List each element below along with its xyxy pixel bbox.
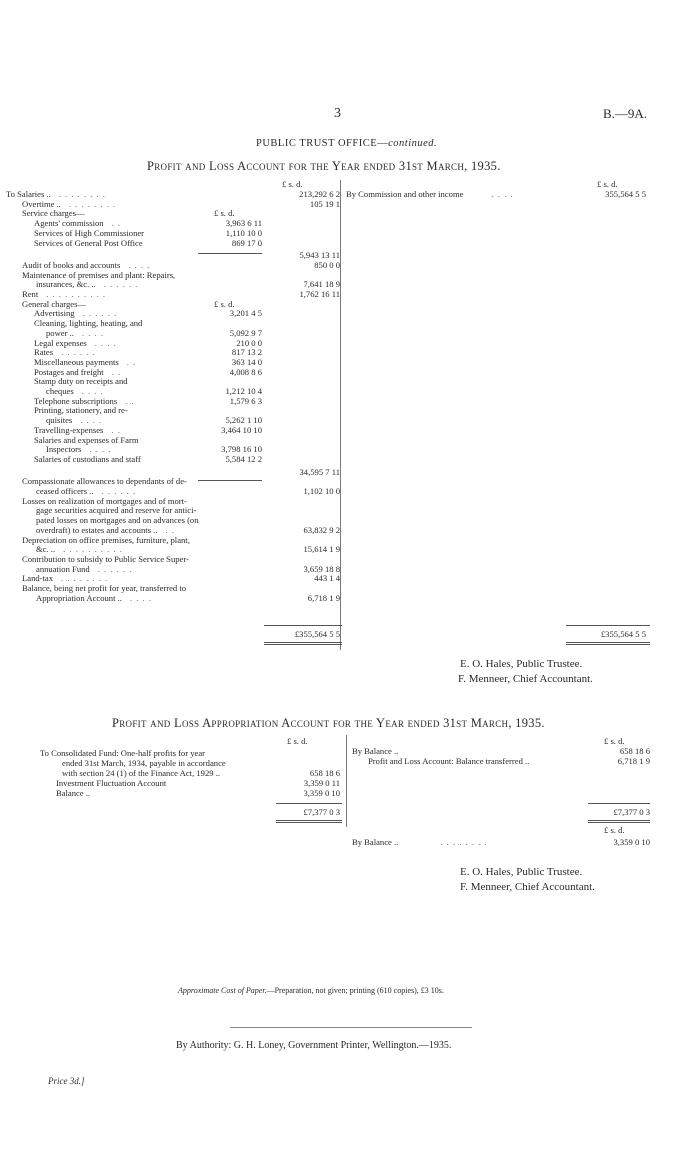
pl-left-row-dots: . . xyxy=(165,524,175,535)
pl-left-row-dots: . . xyxy=(111,218,122,229)
pl-left-outer-amount: 6,718 1 9 xyxy=(307,592,340,603)
app-signature-accountant: F. Menneer, Chief Accountant. xyxy=(460,881,595,893)
pl-left-row-text: Inspectors xyxy=(46,444,82,455)
pl-left-total: £355,564 5 5 xyxy=(294,629,340,639)
app-left-total-double-rule xyxy=(276,820,342,823)
pl-left-row-dots: . . . . xyxy=(80,415,103,426)
pl-left-inner-amount: 5,092 9 7 xyxy=(229,327,262,338)
pl-left-row-text: Land-tax xyxy=(22,573,54,584)
app-left-line-2: ended 31st March, 1934, payable in accordance xyxy=(62,758,226,768)
pl-left-outer-amount: 1,762 16 11 xyxy=(299,289,340,299)
pl-left-row-text: Losses on realization of mortgages and of mort- xyxy=(22,495,187,506)
pl-signature-trustee: E. O. Hales, Public Trustee. xyxy=(460,658,583,670)
pl-left-outer-amount: 1,102 10 0 xyxy=(303,486,340,496)
office-title-continued: continued. xyxy=(388,138,438,149)
pl-right-total-double-rule xyxy=(566,642,650,645)
pl-left-row-dots: . . . . . . xyxy=(103,279,139,290)
pl-left-row-text: Travelling-expenses xyxy=(34,424,104,435)
pl-center-divider xyxy=(340,180,341,650)
app-right-pl-transfer: Profit and Loss Account: Balance transferred .. xyxy=(368,756,530,766)
pl-left-row-text: Appropriation Account .. xyxy=(36,592,122,603)
pl-left-inner-amount: 817 13 2 xyxy=(231,347,262,358)
cost-of-paper-text: —Preparation, not given; printing (610 copies), £3 10s. xyxy=(266,986,444,995)
pl-right-income-dots: . . . . xyxy=(491,189,514,199)
app-left-total-rule xyxy=(276,803,342,804)
pl-left-row-text: Legal expenses xyxy=(34,337,87,348)
pl-left-currency-header: £ s. d. xyxy=(282,179,303,189)
pl-left-row-text: Stamp duty on receipts and xyxy=(34,376,128,387)
pl-left-row-text: Printing, stationery, and re- xyxy=(34,405,128,416)
cost-of-paper-note xyxy=(178,986,444,995)
app-right-closing-dots: . . . . . . . . xyxy=(440,837,488,847)
pl-left-row-dots: . . . . . . . . xyxy=(68,198,117,209)
app-left-amount-1: 658 18 6 xyxy=(309,768,340,778)
pl-left-row-dots: . . . . xyxy=(129,592,152,603)
pl-left-total-rule xyxy=(264,625,342,626)
pl-left-inner-amount: 1,579 6 3 xyxy=(229,395,262,406)
app-right-by-balance-amount: 658 18 6 xyxy=(619,746,650,756)
pl-left-outer-amount: 15,614 1 9 xyxy=(303,544,340,555)
pl-left-row-dots: . . . . . . . . . . xyxy=(63,544,123,555)
pl-left-row-dots: . . . . xyxy=(94,337,117,348)
pl-left-inner-amount: 5,584 12 2 xyxy=(225,453,262,464)
pl-left-row-dots: . . xyxy=(125,395,135,406)
pl-left-row-text: cheques xyxy=(46,386,74,396)
pl-left-inner-amount: 3,201 4 5 xyxy=(229,308,262,319)
pl-left-inner-amount: 363 14 0 xyxy=(231,356,262,367)
pl-left-row-text: Compassionate allowances to dependants of de- xyxy=(22,476,187,487)
app-right-by-balance: By Balance .. xyxy=(352,746,399,756)
app-left-amount-3: 3,359 0 10 xyxy=(303,788,340,798)
pl-left-row-dots: . . . . . . . . xyxy=(58,189,106,199)
pl-left-row-text: pated losses on mortgages and on advances (on xyxy=(36,515,199,526)
app-left-line-1: To Consolidated Fund: One-half profits for year xyxy=(40,748,206,758)
pl-left-row-text: quisites xyxy=(46,415,73,426)
app-right-total-rule xyxy=(588,803,650,804)
pl-left-row-text: Salaries of custodians and staff xyxy=(34,453,141,464)
pl-right-income-amount: 355,564 5 5 xyxy=(605,189,646,199)
pl-left-row-text: ceased officers .. xyxy=(36,486,94,496)
pl-general-subtotal-rule xyxy=(198,480,262,481)
app-right-total: £7,377 0 3 xyxy=(613,807,650,817)
pl-left-row-dots: . . . . . . . . xyxy=(61,573,109,584)
app-left-line-4: Investment Fluctuation Account xyxy=(56,778,167,788)
pl-left-row-text: Maintenance of premises and plant: Repairs, xyxy=(22,269,176,280)
pl-left-row-text: Rates xyxy=(34,347,54,358)
pl-left-outer-amount: 63,832 9 2 xyxy=(303,524,340,535)
app-center-divider xyxy=(346,735,347,827)
pl-left-row-text: insurances, &c. .. xyxy=(36,279,96,290)
authority-line: By Authority: G. H. Loney, Government Printer, Wellington.—1935. xyxy=(176,1040,452,1051)
document-reference: B.—9A. xyxy=(603,106,648,121)
pl-left-row-text: Service charges— xyxy=(22,208,85,219)
pl-left-row-text: Overtime .. xyxy=(22,198,61,209)
pl-left-row-dots: . . . . xyxy=(81,386,104,396)
pl-left-row-dots: . . xyxy=(111,424,121,435)
pl-left-row-dots: . . . . xyxy=(128,259,151,270)
app-left-line-5: Balance .. xyxy=(56,788,91,798)
pl-left-row-text: overdraft) to estates and accounts .. xyxy=(36,524,158,535)
pl-service-subtotal-rule xyxy=(198,253,262,254)
pl-left-outer-amount: 213,292 6 2 xyxy=(299,189,340,199)
pl-left-inner-amount: 3,464 10 10 xyxy=(221,424,262,435)
pl-left-row-text: Audit of books and accounts xyxy=(22,259,121,270)
pl-left-row-text: Cleaning, lighting, heating, and xyxy=(34,318,143,329)
pl-right-income-text: By Commission and other income xyxy=(346,189,464,199)
pl-left-row-text: Services of General Post Office xyxy=(34,237,143,248)
pl-right-total: £355,564 5 5 xyxy=(600,629,646,639)
page-number: 3 xyxy=(334,106,341,121)
pl-left-row-text: Telephone subscriptions xyxy=(34,395,118,406)
app-right-total-double-rule xyxy=(588,820,650,823)
pl-left-row-label xyxy=(34,455,141,465)
pl-left-row-text: Salaries and expenses of Farm xyxy=(34,434,139,445)
app-left-amount-2: 3,359 0 11 xyxy=(303,778,340,788)
pl-left-outer-amount: 850 0 0 xyxy=(314,259,340,270)
pl-left-row-text: Services of High Commissioner xyxy=(34,227,145,238)
pl-right-currency-header: £ s. d. xyxy=(597,179,618,189)
pl-left-row-text: Miscellaneous payments xyxy=(34,356,119,367)
pl-left-row-text: Contribution to subsidy to Public Service Super- xyxy=(22,553,189,564)
pl-left-row-text: gage securities acquired and reserve for antici- xyxy=(36,505,197,516)
app-right-closing-balance xyxy=(352,838,488,848)
footer-divider xyxy=(230,1027,472,1028)
pl-right-income-label xyxy=(346,190,514,200)
pl-left-row-text: Balance, being net profit for year, transferred to xyxy=(22,583,187,593)
pl-left-row-label xyxy=(36,594,152,604)
app-right-currency-header: £ s. d. xyxy=(604,736,625,746)
pl-left-outer-amount: 443 1 4 xyxy=(314,573,340,584)
app-right-closing-balance-amount: 3,359 0 10 xyxy=(613,837,650,847)
pl-left-row-dots: . . . . . . xyxy=(61,347,96,358)
pl-left-row-text: power .. xyxy=(46,327,74,338)
cost-of-paper-label: Approximate Cost of Paper. xyxy=(178,986,267,995)
office-title-main: PUBLIC TRUST OFFICE— xyxy=(256,138,389,149)
pl-left-row-text: General charges— xyxy=(22,298,87,309)
profit-loss-title: Profit and Loss Account for the Year ended 31st March, 1935. xyxy=(147,159,501,173)
pl-left-outer-amount: 5,943 13 11 xyxy=(299,250,340,261)
pl-left-row-dots: . . . . xyxy=(81,327,104,338)
pl-left-row-dots: . . . . xyxy=(89,444,112,455)
app-right-currency-header-2: £ s. d. xyxy=(604,825,625,835)
pl-left-row-text: Agents' commission xyxy=(34,218,104,229)
pl-left-outer-amount: 7,641 18 9 xyxy=(303,279,340,290)
pl-left-outer-amount: 3,659 18 8 xyxy=(303,563,340,574)
pl-left-row-text: Postages and freight xyxy=(34,366,104,377)
pl-left-inner-amount: 3,963 6 11 xyxy=(225,218,262,229)
pl-left-sub-currency-header: £ s. d. xyxy=(214,298,235,309)
app-right-closing-balance-text: By Balance .. xyxy=(352,837,399,847)
pl-left-outer-amount: 34,595 7 11 xyxy=(299,466,340,477)
pl-left-row-text: To Salaries .. xyxy=(6,189,51,199)
pl-left-row-dots: . . . . . . xyxy=(101,486,137,496)
pl-left-row-text: &c. .. xyxy=(36,544,56,555)
app-left-currency-header: £ s. d. xyxy=(287,736,308,746)
office-title xyxy=(256,138,437,149)
pl-left-inner-amount: 869 17 0 xyxy=(231,237,262,248)
pl-left-inner-amount: 5,262 1 10 xyxy=(225,415,262,426)
pl-left-row-dots: . . xyxy=(111,366,122,377)
pl-left-outer-amount: 105 19 1 xyxy=(309,198,340,209)
pl-left-row-text: annuation Fund xyxy=(36,563,90,574)
pl-left-row-dots: . . . . . . xyxy=(82,308,118,319)
pl-left-inner-amount: 3,798 16 10 xyxy=(221,444,262,455)
pl-right-total-rule xyxy=(566,625,650,626)
pl-left-row-dots: . . . . . . xyxy=(97,563,133,574)
pl-left-row-text: Depreciation on office premises, furniture, plant, xyxy=(22,534,190,545)
pl-signature-accountant: F. Menneer, Chief Accountant. xyxy=(458,673,593,685)
app-signature-trustee: E. O. Hales, Public Trustee. xyxy=(460,866,583,878)
pl-left-inner-amount: 1,110 10 0 xyxy=(225,227,262,238)
pl-left-row-dots: . . . . . . . . . . xyxy=(46,289,107,299)
pl-left-total-double-rule xyxy=(264,642,342,645)
pl-left-row-dots: . . xyxy=(126,356,137,367)
pl-left-row-text: Rent xyxy=(22,289,39,299)
pl-left-inner-amount: 1,212 10 4 xyxy=(225,386,262,396)
appropriation-title: Profit and Loss Appropriation Account for the Year ended 31st March, 1935. xyxy=(112,716,545,730)
pl-left-sub-currency-header: £ s. d. xyxy=(214,208,235,219)
pl-left-inner-amount: 210 0 0 xyxy=(236,337,262,348)
price-note: Price 3d.] xyxy=(48,1076,85,1086)
app-right-pl-transfer-amount: 6,718 1 9 xyxy=(617,756,650,766)
pl-left-row-text: Advertising xyxy=(34,308,75,319)
app-left-line-3: with section 24 (1) of the Finance Act, 1929 .. xyxy=(62,768,220,778)
app-left-total: £7,377 0 3 xyxy=(303,807,340,817)
pl-left-inner-amount: 4,008 8 6 xyxy=(229,366,262,377)
pl-left-row-label xyxy=(34,239,143,249)
